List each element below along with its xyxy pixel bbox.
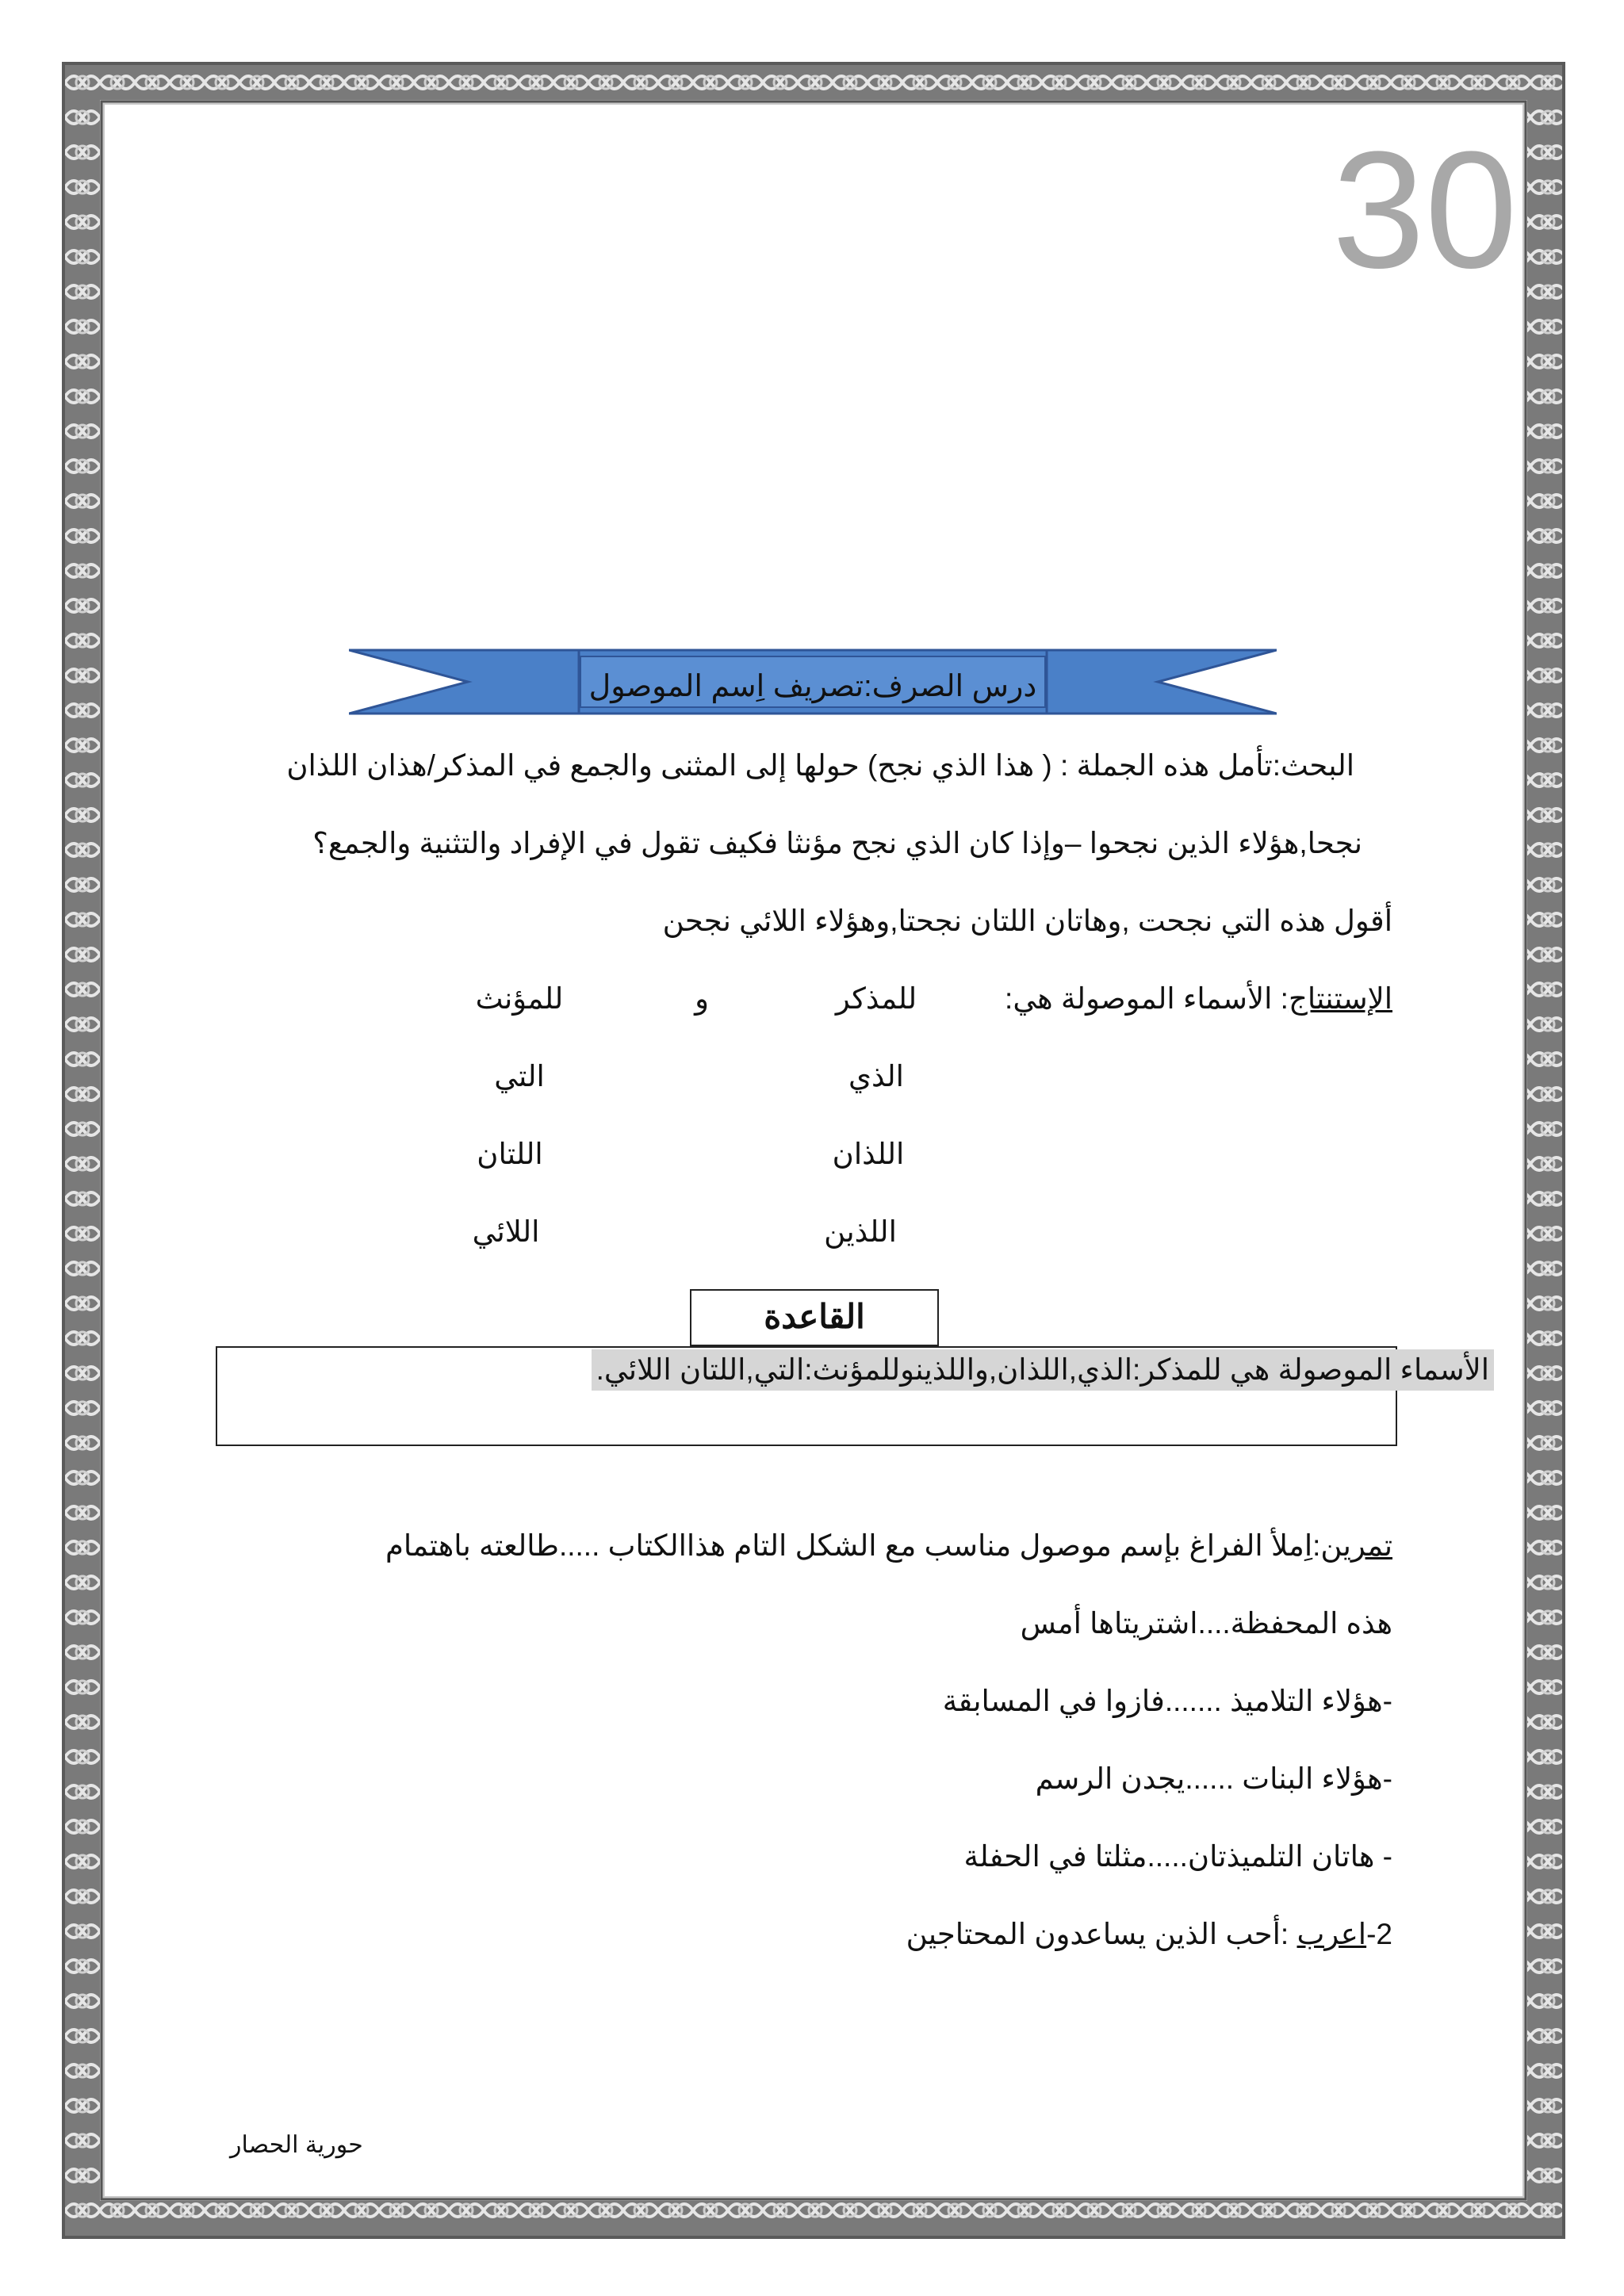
rule-text: الأسماء الموصولة هي للمذكر:الذي,اللذان,واللذينوللمؤنث:التي,اللتان اللائي. [592, 1349, 1494, 1391]
feminine-item: اللائي [472, 1215, 540, 1248]
exercise-item: -هؤلاء البنات ......يجدن الرسم [1035, 1762, 1392, 1795]
page-number: 30 [1332, 117, 1518, 303]
masculine-item: اللذان [832, 1138, 905, 1170]
and-connector: و [695, 982, 709, 1015]
exercise-item: -هؤلاء التلاميذ .......فازوا في المسابقة [942, 1685, 1392, 1717]
research-line-2: نجحا,هؤلاء الذين نجحوا –وإذا كان الذي نجح مؤنثا فكيف تقول في الإفراد والتثنية والجمع؟ [312, 827, 1362, 859]
exercise-item: هذه المحفظة....اشتريتاها أمس [1020, 1607, 1392, 1640]
author-name: حورية الحصار [230, 2132, 363, 2158]
lesson-title: درس الصرف:تصريف اِسم الموصول [588, 670, 1037, 703]
exercise-item: - هاتان التلميذتان.....مثلتا في الحفلة [963, 1840, 1392, 1873]
exercise-line-1 [385, 1525, 1392, 1567]
exercise-instruction: :اِملأ الفراغ بإسم موصول مناسب مع الشكل التام هذاالكتاب .....طالعته باهتمام [385, 1529, 1321, 1562]
masculine-item: الذي [848, 1060, 904, 1093]
masculine-header: للمذكر [835, 982, 917, 1015]
feminine-header: للمؤنث [475, 982, 564, 1015]
q2-text: :أحب الذين يساعدون المحتاجين [906, 1918, 1297, 1950]
masculine-item: اللذين [824, 1215, 897, 1248]
feminine-item: التي [494, 1060, 545, 1093]
exercise-label: تمرين [1320, 1529, 1392, 1562]
research-line-1: البحث:تأمل هذه الجملة : ( هذا الذي نجح) حولها إلى المثنى والجمع في المذكر/هذان اللذان [286, 749, 1354, 782]
rule-title: القاعدة [690, 1289, 939, 1346]
q2-number: 2- [1366, 1918, 1392, 1950]
exercise-question-2 [906, 1914, 1392, 1955]
conclusion-line [1005, 978, 1392, 1020]
feminine-item: اللتان [477, 1138, 543, 1170]
research-line-3: أقول هذه التي نجحت ,وهاتان اللتان نجحتا,وهؤلاء اللائي نجحن [662, 905, 1392, 937]
q2-label: اعرب [1297, 1918, 1367, 1950]
conclusion-label: الإستنتاج [1288, 982, 1392, 1015]
conclusion-text: : الأسماء الموصولة هي: [1005, 982, 1289, 1015]
